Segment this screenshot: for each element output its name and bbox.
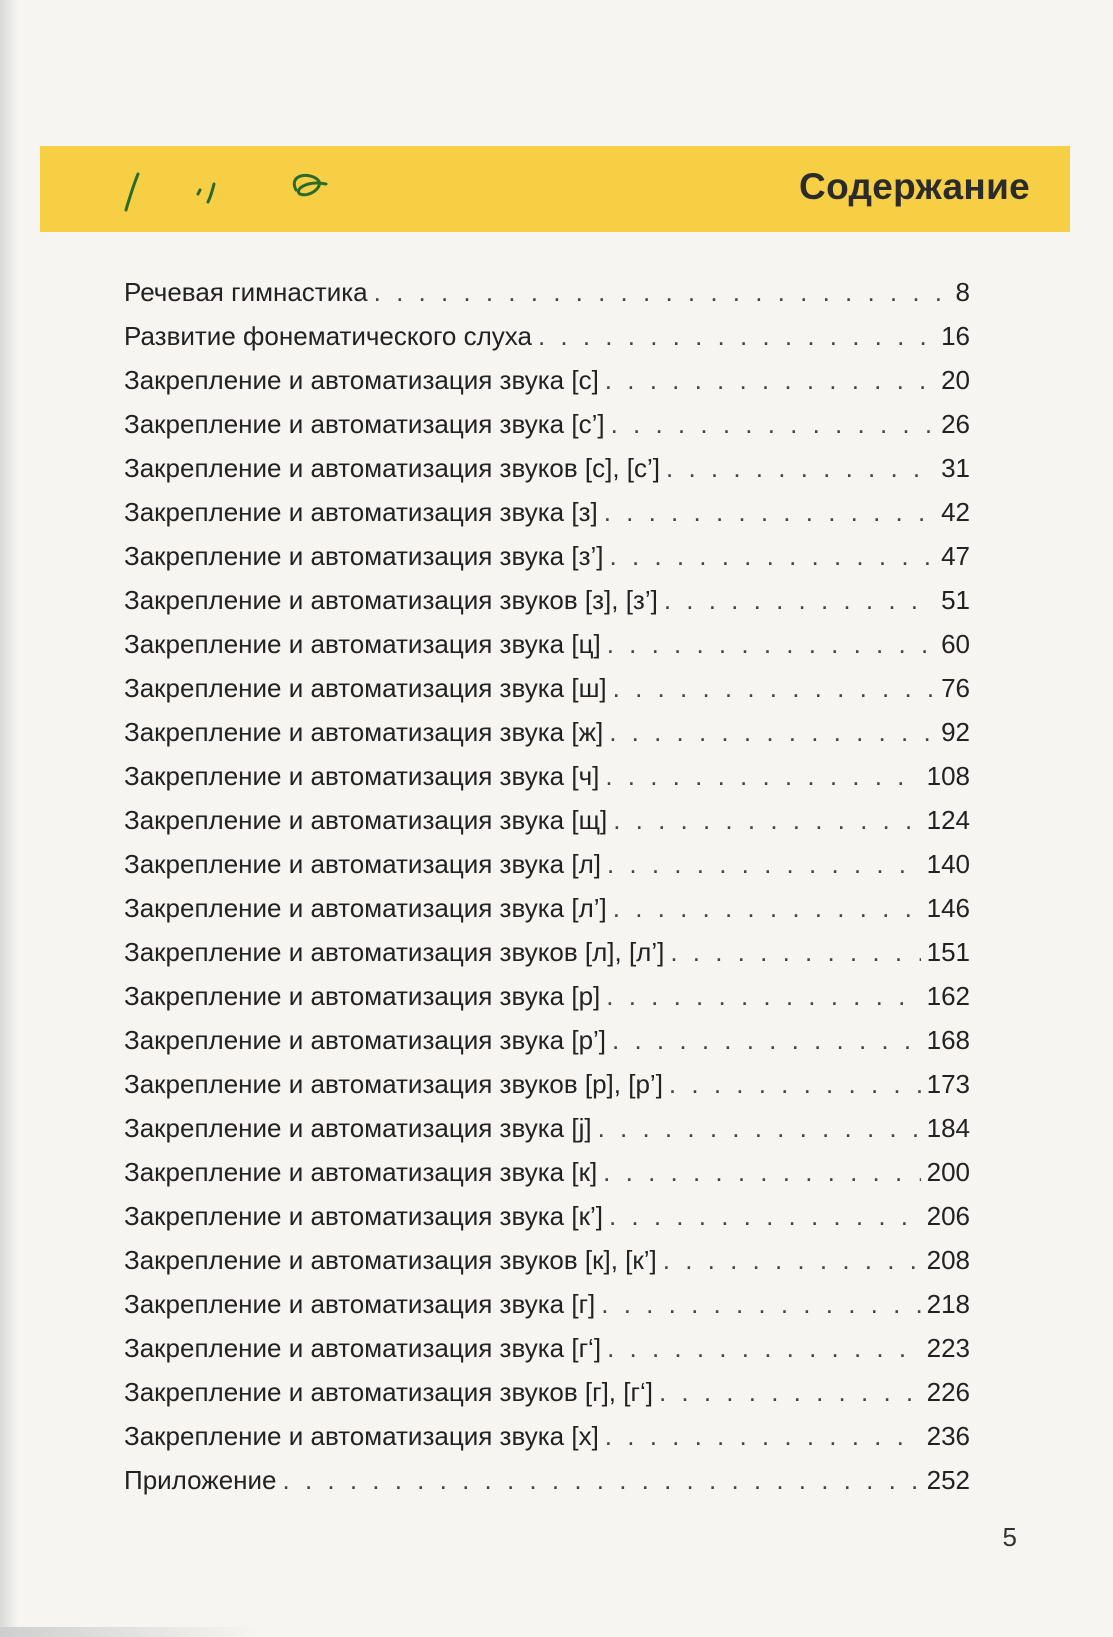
toc-entry-page: 151 [926, 937, 970, 967]
toc-entry-page: 168 [926, 1025, 970, 1055]
toc-entry [124, 1150, 970, 1194]
toc-entry-title: Закрепление и автоматизация звука [к] [124, 1157, 598, 1187]
toc-entry-title: Закрепление и автоматизация звука [ц] [124, 629, 601, 659]
toc-entry [124, 1282, 970, 1326]
toc-entry [124, 666, 970, 710]
toc-entry-page: 92 [941, 717, 970, 747]
toc-dot-leader [604, 490, 935, 534]
toc-dot-leader [666, 446, 935, 490]
toc-entry-page: 16 [941, 321, 970, 351]
toc-dot-leader [374, 270, 942, 314]
toc-entry-title: Закрепление и автоматизация звука [з’] [124, 541, 604, 571]
toc-entry-page: 252 [926, 1465, 970, 1495]
toc-entry [124, 622, 970, 666]
toc-dot-leader [670, 930, 920, 974]
toc-entry [124, 490, 970, 534]
toc-dot-leader [598, 1106, 921, 1150]
toc-entry [124, 1326, 970, 1370]
toc-entry-page: 60 [941, 629, 970, 659]
toc-entry-title: Закрепление и автоматизация звуков [л], [л’] [124, 937, 665, 967]
toc-entry-title: Развитие фонематического слуха [124, 321, 532, 351]
toc-entry-page: 226 [926, 1377, 970, 1407]
toc-entry-page: 208 [926, 1245, 970, 1275]
toc-entry-title: Закрепление и автоматизация звука [х] [124, 1421, 599, 1451]
toc-entry-title: Закрепление и автоматизация звука [ш] [124, 673, 607, 703]
toc-dot-leader [612, 1018, 921, 1062]
scan-page-edge [0, 0, 18, 1637]
toc-entry [124, 754, 970, 798]
toc-entry-page: 206 [926, 1201, 970, 1231]
toc-entry-page: 162 [926, 981, 970, 1011]
toc-entry-title: Приложение [124, 1465, 277, 1495]
toc-dot-leader [659, 1370, 921, 1414]
toc-dot-leader [607, 622, 935, 666]
toc-entry-title: Закрепление и автоматизация звука [к’] [124, 1201, 603, 1231]
toc-entry-title: Закрепление и автоматизация звука [ч] [124, 761, 600, 791]
toc-entry-page: 42 [941, 497, 970, 527]
toc-entry-page: 236 [926, 1421, 970, 1451]
toc-entry-page: 124 [926, 805, 970, 835]
toc-entry-title: Закрепление и автоматизация звуков [р], [р’] [124, 1069, 663, 1099]
toc-entry-title: Закрепление и автоматизация звука [л’] [124, 893, 607, 923]
handwritten-scribble-icon [110, 154, 370, 224]
toc-entry [124, 446, 970, 490]
toc-dot-leader [605, 754, 920, 798]
toc-entry-title: Закрепление и автоматизация звука [р] [124, 981, 601, 1011]
toc-dot-leader [603, 1150, 920, 1194]
toc-dot-leader [664, 578, 935, 622]
toc-dot-leader [610, 534, 936, 578]
toc-entry [124, 270, 970, 314]
toc-entry [124, 358, 970, 402]
toc-entry-title: Закрепление и автоматизация звуков [с], [с’] [124, 453, 660, 483]
toc-entry [124, 534, 970, 578]
toc-entry [124, 402, 970, 446]
toc-entry-page: 31 [941, 453, 970, 483]
header-bar [40, 146, 1070, 232]
toc-entry-page: 223 [926, 1333, 970, 1363]
toc-entry-title: Закрепление и автоматизация звуков [к], [к’] [124, 1245, 657, 1275]
toc-entry [124, 578, 970, 622]
toc-entry-page: 218 [926, 1289, 970, 1319]
toc-entry [124, 1106, 970, 1150]
toc-entry-title: Закрепление и автоматизация звуков [з], [з’] [124, 585, 658, 615]
toc-dot-leader [613, 666, 935, 710]
toc-entry [124, 1414, 970, 1458]
toc-entry-page: 51 [941, 585, 970, 615]
toc-entry [124, 798, 970, 842]
toc-dot-leader [609, 710, 935, 754]
toc-dot-leader [613, 886, 921, 930]
toc-entry-title: Закрепление и автоматизация звуков [г], [г‘] [124, 1377, 653, 1407]
toc-dot-leader [607, 1326, 921, 1370]
page-number: 5 [1002, 1522, 1017, 1552]
toc-entry [124, 1238, 970, 1282]
toc-entry-page: 8 [955, 277, 970, 307]
toc-entry-page: 20 [941, 365, 970, 395]
toc-entry [124, 842, 970, 886]
toc-dot-leader [611, 402, 936, 446]
toc-entry-page: 146 [926, 893, 970, 923]
toc-entry-title: Закрепление и автоматизация звука [л] [124, 849, 601, 879]
toc-dot-leader [613, 798, 920, 842]
toc-dot-leader [669, 1062, 921, 1106]
toc-entry [124, 1062, 970, 1106]
toc-entry-title: Закрепление и автоматизация звука [р’] [124, 1025, 607, 1055]
toc-entry-title: Закрепление и автоматизация звука [щ] [124, 805, 608, 835]
table-of-contents [124, 270, 970, 1502]
toc-entry-page: 200 [926, 1157, 970, 1187]
toc-entry-title: Закрепление и автоматизация звука [с’] [124, 409, 605, 439]
toc-entry-title: Закрепление и автоматизация звука [с] [124, 365, 599, 395]
toc-dot-leader [605, 358, 935, 402]
toc-entry-page: 47 [941, 541, 970, 571]
toc-dot-leader [609, 1194, 921, 1238]
toc-dot-leader [283, 1458, 921, 1502]
toc-entry [124, 974, 970, 1018]
toc-entry [124, 1018, 970, 1062]
toc-entry [124, 886, 970, 930]
toc-entry-page: 76 [941, 673, 970, 703]
toc-entry [124, 314, 970, 358]
toc-entry [124, 1370, 970, 1414]
toc-entry-title: Речевая гимнастика [124, 277, 368, 307]
toc-entry [124, 930, 970, 974]
toc-entry-page: 184 [926, 1113, 970, 1143]
toc-entry-title: Закрепление и автоматизация звука [з] [124, 497, 598, 527]
toc-entry [124, 710, 970, 754]
toc-dot-leader [663, 1238, 921, 1282]
toc-dot-leader [538, 314, 935, 358]
toc-dot-leader [601, 1282, 920, 1326]
toc-entry-page: 173 [926, 1069, 970, 1099]
toc-entry [124, 1194, 970, 1238]
toc-entry-title: Закрепление и автоматизация звука [j] [124, 1113, 592, 1143]
toc-entry-title: Закрепление и автоматизация звука [г‘] [124, 1333, 602, 1363]
toc-entry-page: 26 [941, 409, 970, 439]
toc-dot-leader [606, 974, 920, 1018]
toc-entry-title: Закрепление и автоматизация звука [г] [124, 1289, 596, 1319]
toc-dot-leader [607, 842, 921, 886]
toc-entry-page: 140 [926, 849, 970, 879]
toc-dot-leader [605, 1414, 921, 1458]
page-title: Содержание [799, 166, 1030, 207]
toc-entry-title: Закрепление и автоматизация звука [ж] [124, 717, 604, 747]
toc-entry [124, 1458, 970, 1502]
scan-bottom-edge [0, 1627, 260, 1637]
toc-entry-page: 108 [926, 761, 970, 791]
